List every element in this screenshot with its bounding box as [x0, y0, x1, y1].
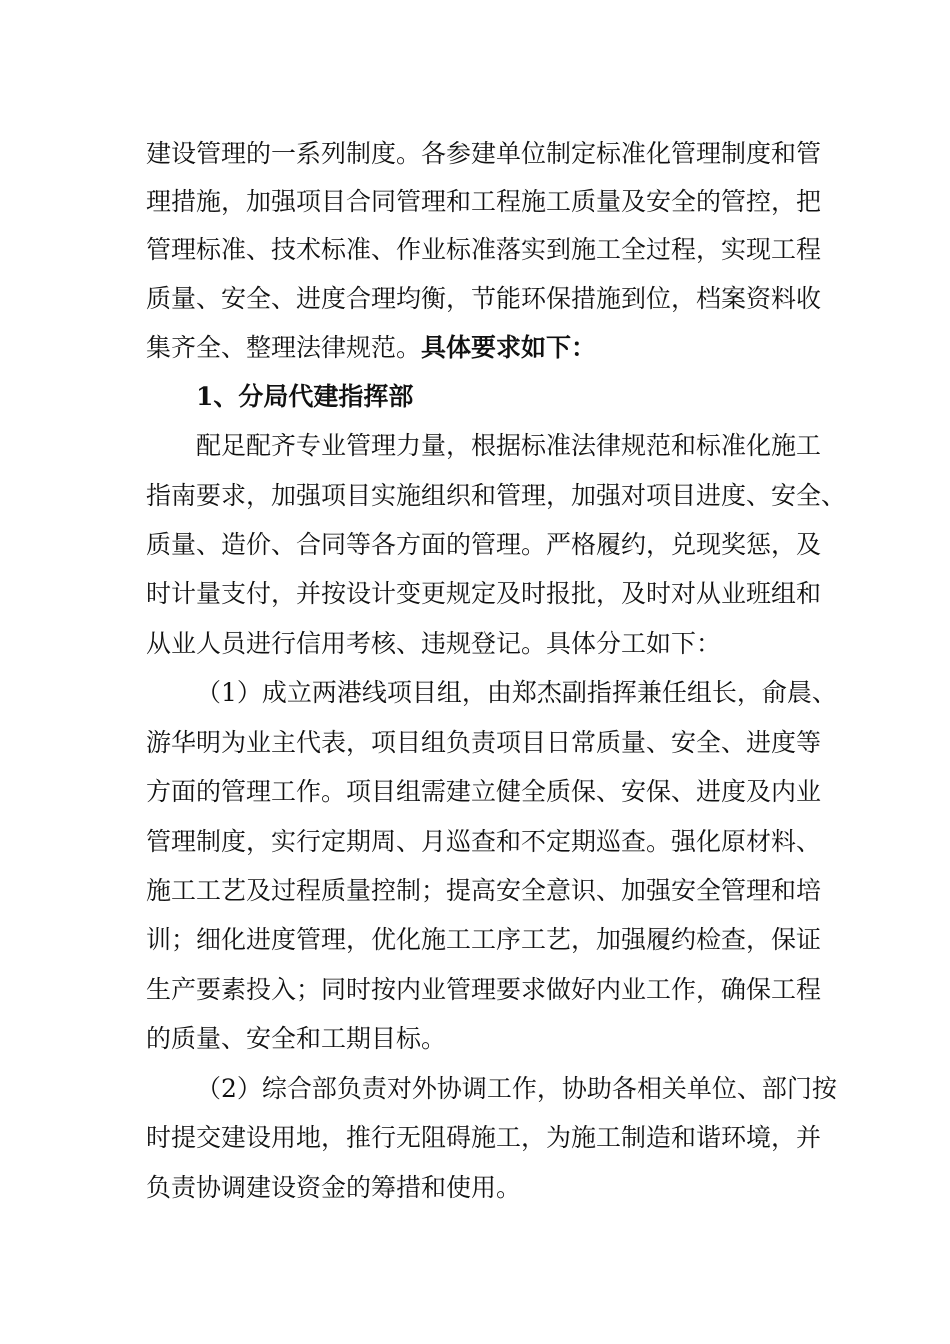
section-heading: 1、分局代建指挥部	[196, 382, 414, 411]
paragraph-line	[146, 332, 596, 364]
paragraph-line: 时计量支付，并按设计变更规定及时报批，及时对从业班组和	[146, 579, 822, 608]
paragraph-line: 训；细化进度管理，优化施工工序工艺，加强履约检查，保证	[146, 925, 822, 954]
paragraph-line: 施工工艺及过程质量控制；提高安全意识、加强安全管理和培	[146, 876, 822, 905]
paragraph-line: 游华明为业主代表，项目组负责项目日常质量、安全、进度等	[146, 728, 822, 757]
paragraph-line: 负责协调建设资金的筹措和使用。	[146, 1173, 522, 1202]
paragraph-line: 方面的管理工作。项目组需建立健全质保、安保、进度及内业	[146, 777, 822, 806]
paragraph-text: 集齐全、整理法律规范。	[146, 333, 422, 362]
paragraph-line: 理措施，加强项目合同管理和工程施工质量及安全的管控，把	[146, 187, 822, 216]
paragraph-line: 时提交建设用地，推行无阻碍施工，为施工制造和谐环境，并	[146, 1123, 822, 1152]
paragraph-line: 从业人员进行信用考核、违规登记。具体分工如下：	[146, 629, 722, 658]
paragraph-line: 生产要素投入；同时按内业管理要求做好内业工作，确保工程	[146, 975, 822, 1004]
paragraph-line: 建设管理的一系列制度。各参建单位制定标准化管理制度和管	[146, 139, 822, 168]
paragraph-line: 配足配齐专业管理力量，根据标准法律规范和标准化施工	[196, 431, 822, 460]
paragraph-line: （1）成立两港线项目组，由郑杰副指挥兼任组长，俞晨、	[196, 678, 837, 707]
paragraph-line: 管理标准、技术标准、作业标准落实到施工全过程，实现工程	[146, 235, 822, 264]
paragraph-line: （2）综合部负责对外协调工作，协助各相关单位、部门按	[196, 1074, 837, 1103]
paragraph-line: 指南要求，加强项目实施组织和管理，加强对项目进度、安全、	[146, 481, 847, 510]
requirements-intro: 具体要求如下：	[421, 333, 597, 362]
paragraph-line: 质量、安全、进度合理均衡，节能环保措施到位，档案资料收	[146, 284, 822, 313]
paragraph-line: 管理制度，实行定期周、月巡查和不定期巡查。强化原材料、	[146, 827, 822, 856]
paragraph-line: 质量、造价、合同等各方面的管理。严格履约，兑现奖惩，及	[146, 530, 822, 559]
paragraph-line: 的质量、安全和工期目标。	[146, 1024, 447, 1053]
